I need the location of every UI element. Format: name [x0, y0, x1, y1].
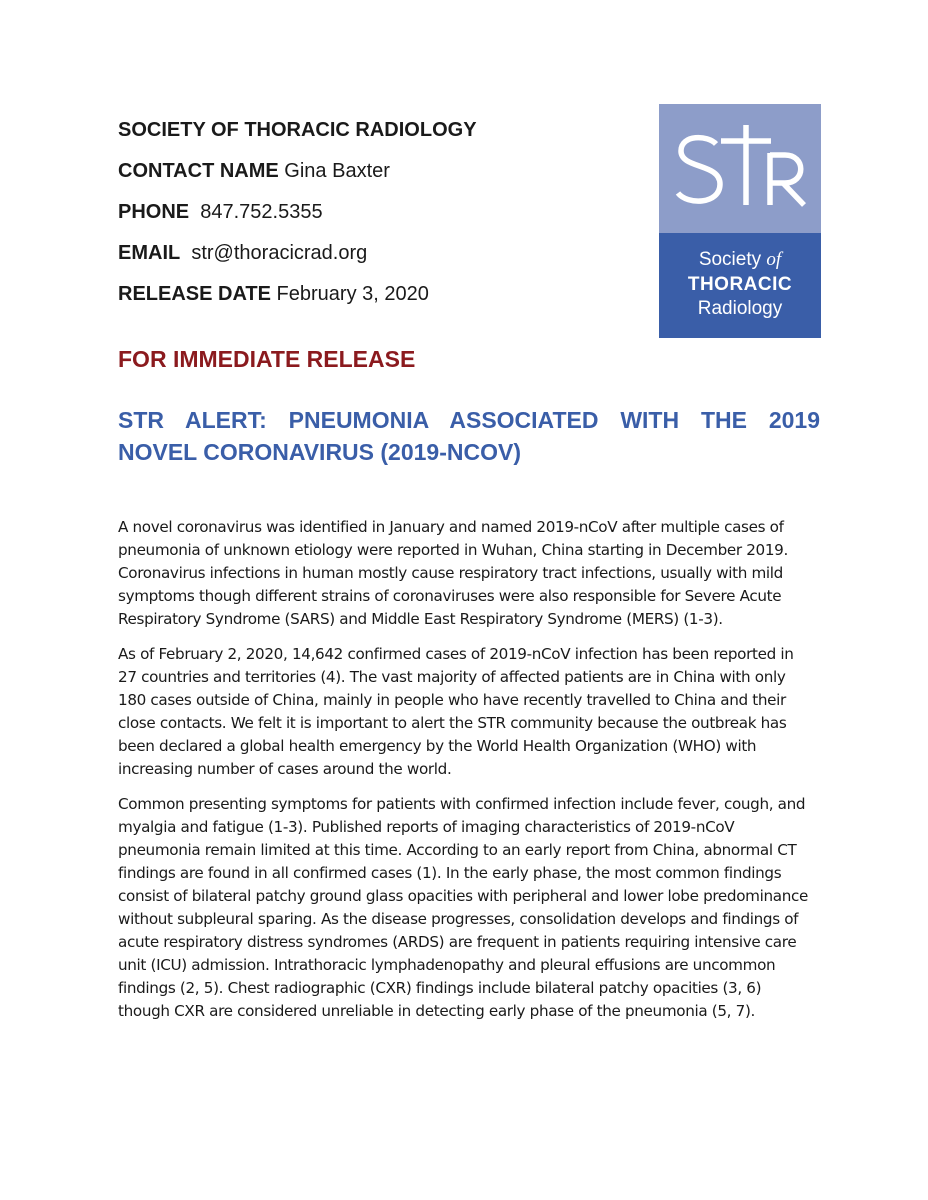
headline-line: STR ALERT: PNEUMONIA ASSOCIATED WITH THE 2019 [118, 407, 820, 433]
text-line: though CXR are considered unreliable in detecting early phase of the pneumonia (5, 7). [118, 1002, 756, 1020]
release-date-value: February 3, 2020 [276, 283, 429, 305]
text-line: increasing number of cases around the world. [118, 760, 452, 778]
logo-thoracic-line: THORACIC [687, 274, 793, 295]
logo-society-line [659, 249, 821, 271]
contact-name-value: Gina Baxter [284, 160, 390, 182]
text-line: without subpleural sparing. As the disease progresses, consolidation develops and findings of [118, 910, 799, 928]
text-line: findings (2, 5). Chest radiographic (CXR) findings include bilateral patchy opacities (3, 6) [118, 979, 762, 997]
str-logo-mark [659, 104, 821, 233]
phone-line [118, 194, 638, 235]
text-line: consist of bilateral patchy ground glass opacities with peripheral and lower lobe predominance [118, 887, 808, 905]
headline [118, 404, 820, 468]
email-value[interactable]: str@thoracicrad.org [191, 242, 368, 264]
phone-value: 847.752.5355 [200, 201, 323, 223]
logo-of-word: of [766, 249, 782, 270]
logo-radiology-line: Radiology [697, 298, 783, 319]
text-line: Respiratory Syndrome (SARS) and Middle East Respiratory Syndrome (MERS) (1-3). [118, 610, 723, 628]
paragraph-intro [118, 516, 838, 631]
paragraph-imaging-findings [118, 793, 838, 1023]
email-label: EMAIL [118, 242, 181, 264]
body-text [118, 516, 838, 1035]
phone-label: PHONE [118, 201, 190, 223]
str-logo [659, 104, 821, 338]
text-line: 180 cases outside of China, mainly in people who have recently travelled to China and their [118, 691, 786, 709]
release-date-label: RELEASE DATE [118, 283, 271, 305]
contact-name-line [118, 153, 638, 194]
text-line: findings are found in all confirmed cases (1). In the early phase, the most common findings [118, 864, 782, 882]
text-line: Coronavirus infections in human mostly cause respiratory tract infections, usually with mild [118, 564, 783, 582]
text-line: acute respiratory distress syndromes (ARDS) are frequent in patients requiring intensive care [118, 933, 797, 951]
email-line [118, 235, 638, 276]
contact-name-label: CONTACT NAME [118, 160, 279, 182]
text-line: close contacts. We felt it is important to alert the STR community because the outbreak has [118, 714, 787, 732]
text-line: pneumonia of unknown etiology were reported in Wuhan, China starting in December 2019. [118, 541, 788, 559]
text-line: As of February 2, 2020, 14,642 confirmed cases of 2019-nCoV infection has been reported in [118, 645, 794, 663]
organization-name: SOCIETY OF THORACIC RADIOLOGY [118, 119, 477, 141]
text-line: unit (ICU) admission. Intrathoracic lymphadenopathy and pleural effusions are uncommon [118, 956, 776, 974]
release-notice: FOR IMMEDIATE RELEASE [118, 346, 416, 372]
text-line: myalgia and fatigue (1-3). Published reports of imaging characteristics of 2019-nCoV [118, 818, 735, 836]
contact-block [118, 112, 638, 317]
release-date-line [118, 276, 638, 317]
logo-society-word: Society [698, 249, 762, 270]
text-line: Common presenting symptoms for patients with confirmed infection include fever, cough, and [118, 795, 806, 813]
text-line: A novel coronavirus was identified in January and named 2019-nCoV after multiple cases of [118, 518, 784, 536]
text-line: been declared a global health emergency by the World Health Organization (WHO) with [118, 737, 757, 755]
headline-line: NOVEL CORONAVIRUS (2019-NCOV) [118, 439, 521, 465]
paragraph-case-counts [118, 643, 838, 781]
text-line: 27 countries and territories (4). The vast majority of affected patients are in China with only [118, 668, 786, 686]
text-line: pneumonia remain limited at this time. According to an early report from China, abnormal CT [118, 841, 797, 859]
text-line: symptoms though different strains of coronaviruses were also responsible for Severe Acute [118, 587, 782, 605]
